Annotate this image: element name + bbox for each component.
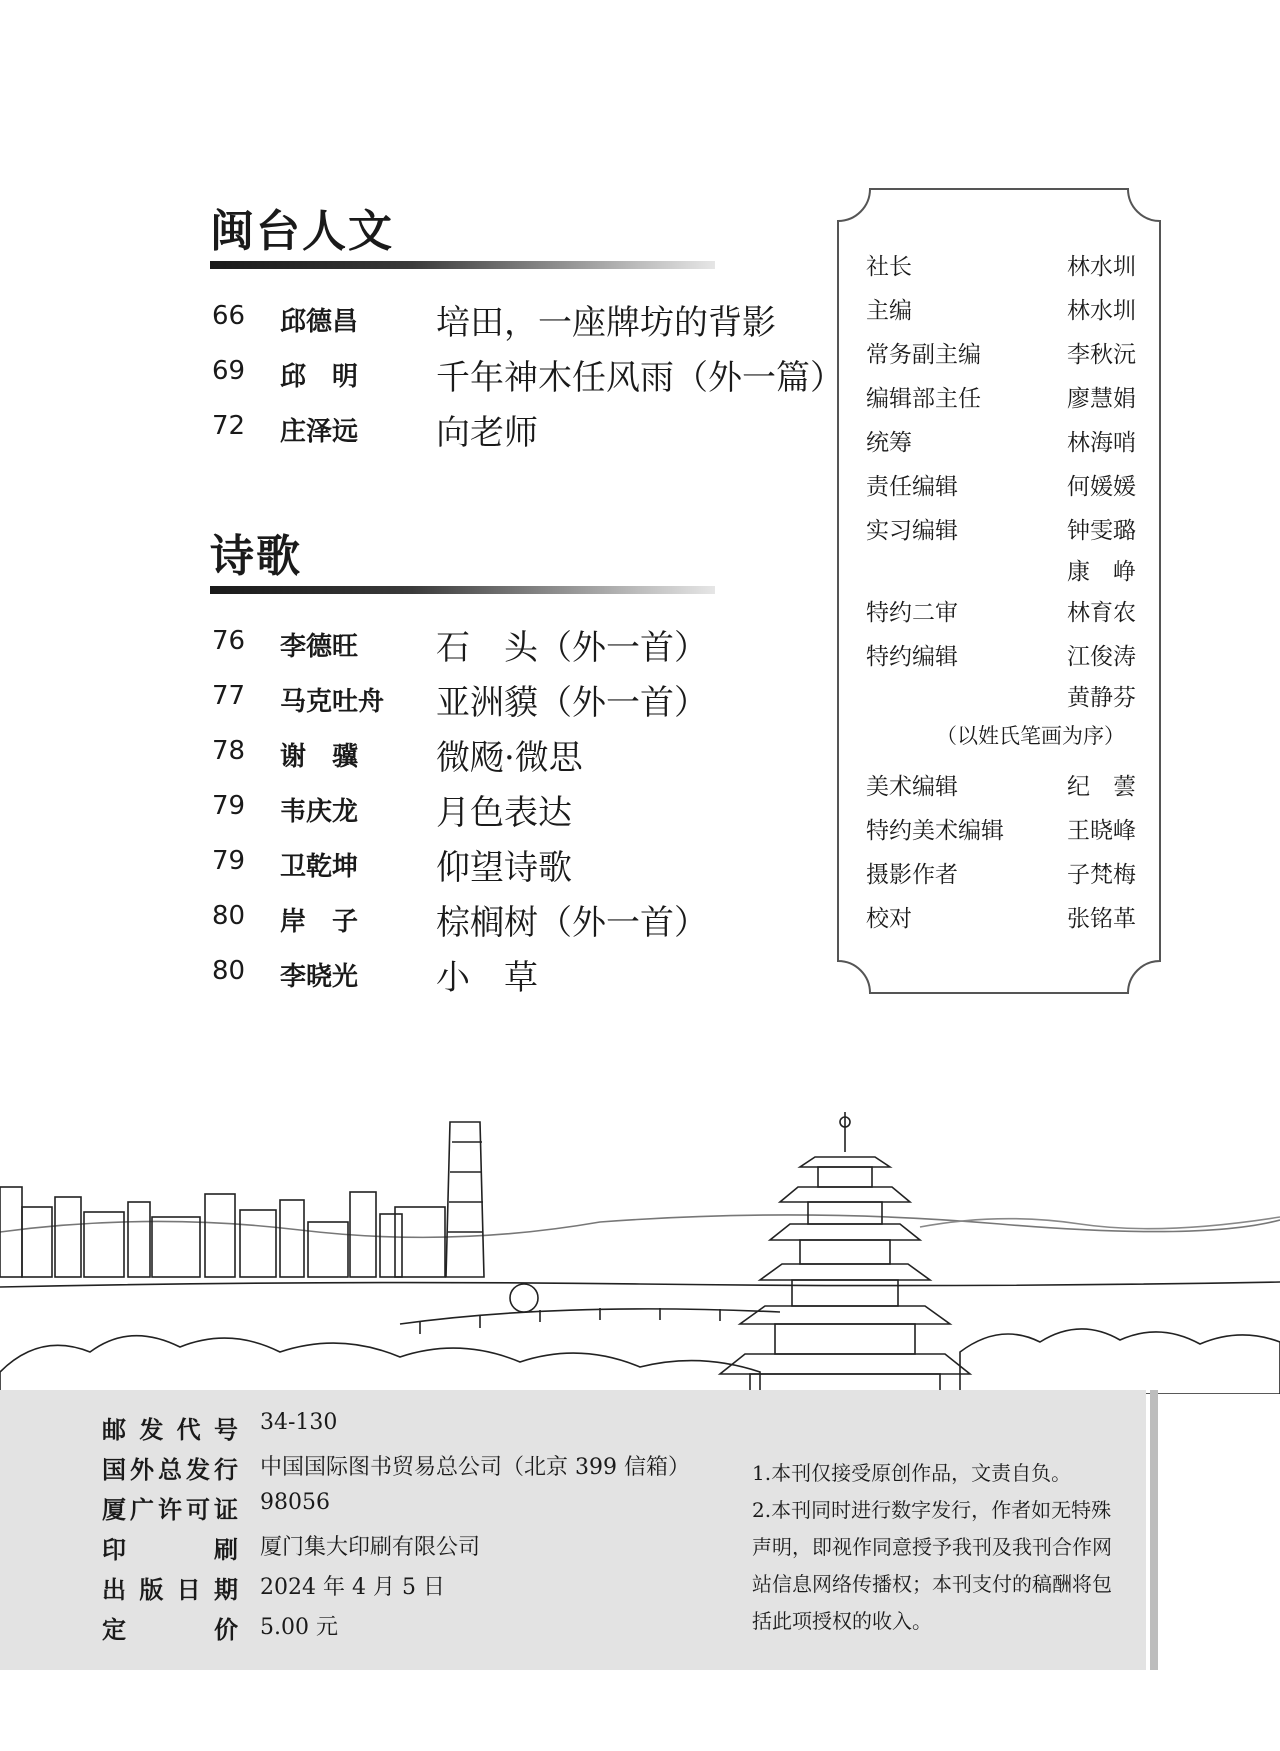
info-label: 印刷 <box>102 1536 238 1564</box>
staff-role: 摄影作者 <box>866 862 958 888</box>
page-number: 66 <box>212 301 246 331</box>
info-value: 5.00 元 <box>260 1615 338 1640</box>
toc-entry[interactable] <box>210 946 830 1001</box>
staff-name: 林育农 <box>1067 600 1136 626</box>
staff-order-note: （以姓氏笔画为序） <box>936 724 1125 748</box>
staff-name: 纪 蕓 <box>1067 774 1136 800</box>
note-item: 2.本刊同时进行数字发行，作者如无特殊声明，即视作同意授予我刊及我刊合作网站信息网络传播权；本刊支付的稿酬将包括此项授权的收入。 <box>752 1498 1112 1633</box>
page-number: 77 <box>212 681 246 711</box>
staff-role: 编辑部主任 <box>866 386 981 412</box>
info-value: 2024 年 4 月 5 日 <box>260 1575 445 1600</box>
staff-row <box>866 424 1136 464</box>
staff-name: 李秋沅 <box>1067 342 1136 368</box>
info-value: 厦门集大印刷有限公司 <box>260 1535 481 1560</box>
submission-notes <box>752 1455 1112 1640</box>
staff-role: 主编 <box>866 298 912 324</box>
page-number: 78 <box>212 736 246 766</box>
article-title: 培田，一座牌坊的背影 <box>436 303 776 343</box>
author: 岸 子 <box>280 907 359 937</box>
article-title: 微飏·微思 <box>436 738 583 778</box>
staff-row <box>866 638 1136 678</box>
staff-role: 特约编辑 <box>866 644 958 670</box>
staff-row <box>866 679 1136 719</box>
staff-row <box>866 553 1136 593</box>
staff-role: 特约美术编辑 <box>866 818 1004 844</box>
toc-entry[interactable] <box>210 836 830 891</box>
author: 庄泽远 <box>280 417 359 447</box>
author: 李德旺 <box>280 632 359 662</box>
article-title: 向老师 <box>436 413 538 453</box>
staff-name: 林水圳 <box>1067 254 1136 280</box>
staff-role: 实习编辑 <box>866 518 958 544</box>
staff-name: 江俊涛 <box>1067 644 1136 670</box>
staff-name: 张铭革 <box>1067 906 1136 932</box>
staff-row <box>866 468 1136 508</box>
city-skyline-illustration <box>0 1112 1280 1394</box>
author: 谢 骥 <box>280 742 359 772</box>
page-number: 72 <box>212 411 246 441</box>
article-title: 石 头（外一首） <box>436 628 708 668</box>
info-label: 国外总发行 <box>102 1456 238 1484</box>
info-label: 厦广许可证 <box>102 1496 238 1524</box>
staff-row <box>866 292 1136 332</box>
page-number: 79 <box>212 846 246 876</box>
staff-name: 康 峥 <box>1067 559 1136 585</box>
toc-entry[interactable] <box>210 671 830 726</box>
article-title: 小 草 <box>436 958 538 998</box>
staff-row <box>866 768 1136 808</box>
info-label: 邮发代号 <box>102 1416 238 1444</box>
staff-row <box>866 594 1136 634</box>
author: 邱 明 <box>280 362 359 392</box>
article-title: 棕榈树（外一首） <box>436 903 708 943</box>
article-title: 千年神木任风雨（外一篇） <box>436 358 844 398</box>
toc-entry[interactable] <box>210 616 830 671</box>
author: 韦庆龙 <box>280 797 359 827</box>
staff-row <box>866 512 1136 552</box>
staff-role: 特约二审 <box>866 600 958 626</box>
staff-row <box>866 900 1136 940</box>
author: 邱德昌 <box>280 307 359 337</box>
info-value: 34-130 <box>260 1410 338 1435</box>
author: 卫乾坤 <box>280 852 359 882</box>
article-title: 月色表达 <box>436 793 572 833</box>
page-number: 76 <box>212 626 246 656</box>
staff-row <box>866 812 1136 852</box>
staff-row <box>866 856 1136 896</box>
staff-row <box>866 248 1136 288</box>
toc-entry[interactable] <box>210 291 830 346</box>
staff-role: 美术编辑 <box>866 774 958 800</box>
panel-side-rule <box>1150 1390 1158 1670</box>
toc-entry[interactable] <box>210 401 830 456</box>
page-number: 69 <box>212 356 246 386</box>
staff-name: 林水圳 <box>1067 298 1136 324</box>
page-number: 80 <box>212 956 246 986</box>
toc-entry[interactable] <box>210 346 844 401</box>
author: 李晓光 <box>280 962 359 992</box>
info-value: 中国国际图书贸易总公司（北京 399 信箱） <box>260 1455 690 1480</box>
staff-role: 社长 <box>866 254 912 280</box>
staff-name: 何媛媛 <box>1067 474 1136 500</box>
masthead-staff-box <box>836 188 1162 994</box>
staff-name: 廖慧娟 <box>1067 386 1136 412</box>
section-poetry <box>210 530 830 1001</box>
section-title: 闽台人文 <box>210 206 394 257</box>
article-title: 仰望诗歌 <box>436 848 572 888</box>
staff-name: 子梵梅 <box>1067 862 1136 888</box>
info-value: 98056 <box>260 1490 330 1515</box>
staff-row <box>866 380 1136 420</box>
staff-role: 统筹 <box>866 430 912 456</box>
page-number: 79 <box>212 791 246 821</box>
section-rule <box>210 586 715 594</box>
info-label: 出版日期 <box>102 1576 238 1604</box>
staff-role: 校对 <box>866 906 912 932</box>
note-item: 1.本刊仅接受原创作品，文责自负。 <box>752 1461 1072 1485</box>
toc-entry[interactable] <box>210 726 830 781</box>
toc-entry[interactable] <box>210 891 830 946</box>
staff-role: 责任编辑 <box>866 474 958 500</box>
toc-entry[interactable] <box>210 781 830 836</box>
page-number: 80 <box>212 901 246 931</box>
info-label: 定价 <box>102 1616 238 1644</box>
section-rule <box>210 261 715 269</box>
staff-row <box>866 336 1136 376</box>
staff-name: 林海哨 <box>1067 430 1136 456</box>
section-minta-renwen <box>210 205 844 456</box>
staff-name: 钟雯璐 <box>1067 518 1136 544</box>
staff-role: 常务副主编 <box>866 342 981 368</box>
staff-name: 黄静芬 <box>1067 685 1136 711</box>
author: 马克吐舟 <box>280 687 385 717</box>
article-title: 亚洲貘（外一首） <box>436 683 708 723</box>
section-title: 诗歌 <box>210 531 302 582</box>
staff-name: 王晓峰 <box>1067 818 1136 844</box>
